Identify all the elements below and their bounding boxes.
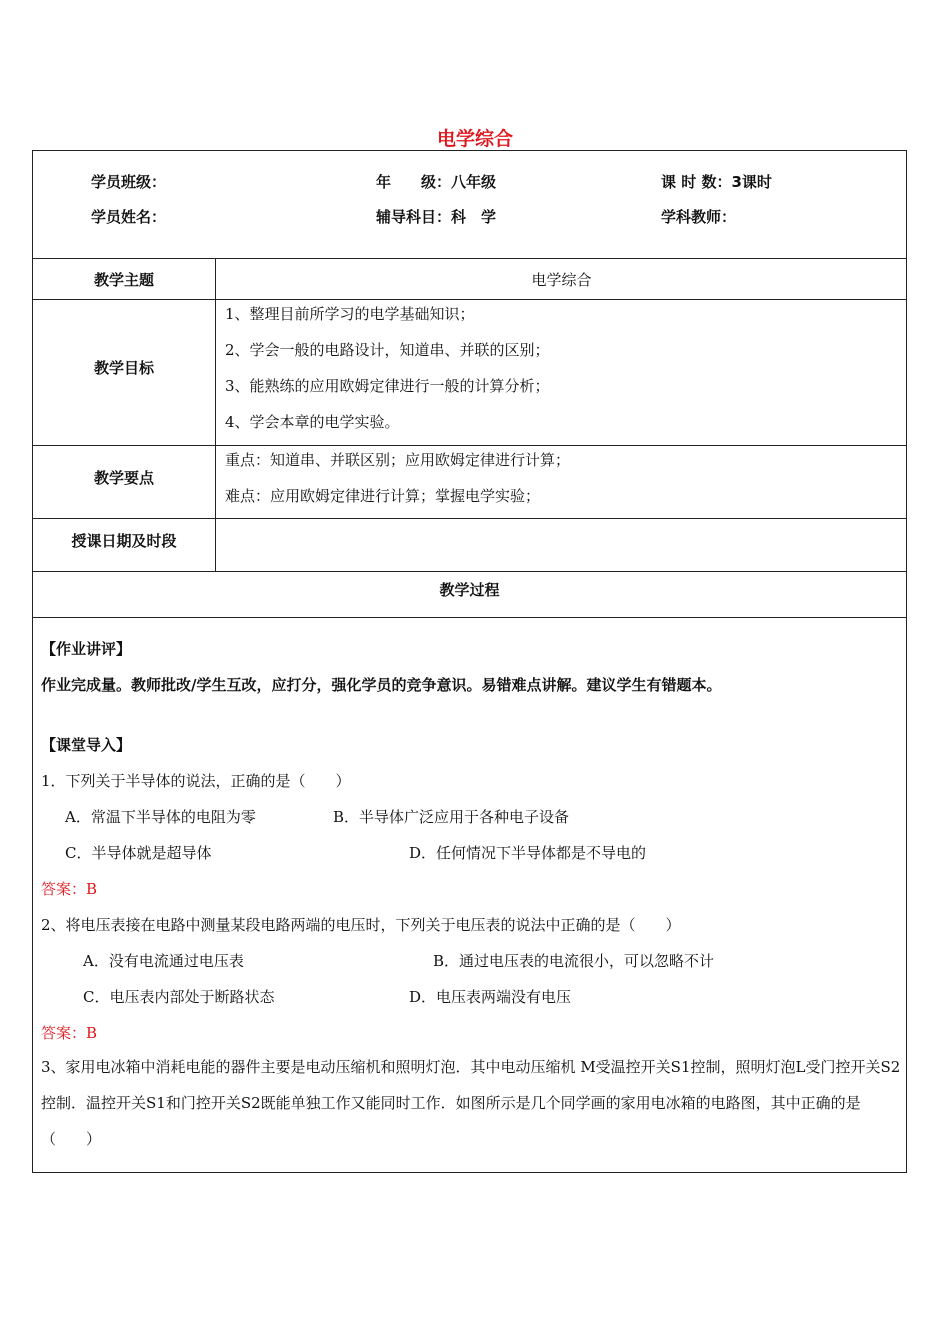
option-a: A．常温下半导体的电阻为零 <box>65 808 256 826</box>
keypoint-item: 难点：应用欧姆定律进行计算；掌握电学实验； <box>225 487 541 505</box>
divider <box>33 518 906 519</box>
goals-label: 教学目标 <box>93 359 154 377</box>
subject-label: 辅导科目：科 学 <box>376 208 497 226</box>
student-name-label: 学员姓名： <box>91 208 167 226</box>
question-stem: 2、将电压表接在电路中测量某段电路两端的电压时，下列关于电压表的说法中正确的是（ ） <box>41 916 681 934</box>
page-title: 电学综合 <box>436 128 513 150</box>
question-stem: 1．下列关于半导体的说法，正确的是（ ） <box>41 772 351 790</box>
teacher-label: 学科教师： <box>661 208 737 226</box>
keypoints-label: 教学要点 <box>93 469 154 487</box>
process-label: 教学过程 <box>439 581 500 599</box>
homework-text: 作业完成量。教师批改/学生互改，应打分，强化学员的竞争意识。易错难点讲解。建议学生有错题本。 <box>41 676 722 694</box>
divider <box>33 299 906 300</box>
option-a: A．没有电流通过电压表 <box>83 952 244 970</box>
option-d: D．任何情况下半导体都是不导电的 <box>409 844 647 862</box>
theme-value: 电学综合 <box>531 271 592 289</box>
goal-item: 4、学会本章的电学实验。 <box>225 413 400 431</box>
divider <box>33 445 906 446</box>
homework-heading: 【作业讲评】 <box>41 640 132 658</box>
class-label: 学员班级： <box>91 173 167 191</box>
goal-item: 2、学会一般的电路设计，知道串、并联的区别； <box>225 341 550 359</box>
column-divider <box>215 258 216 571</box>
divider <box>33 571 906 572</box>
question-stem: 3、家用电冰箱中消耗电能的器件主要是电动压缩机和照明灯泡．其中电动压缩机 M受温控开关S1控制，照明灯泡L受门控开关S2控制．温控开关S1和门控开关S2既能单独工作又能同时工作．如图所示是几个同学画的家用电冰箱的电路图，其中正确的是（ ） <box>41 1058 901 1148</box>
answer: 答案：B <box>41 880 98 898</box>
hours-label: 课 时 数：3课时 <box>661 173 772 191</box>
option-b: B．通过电压表的电流很小，可以忽略不计 <box>433 952 715 970</box>
theme-label: 教学主题 <box>93 271 154 289</box>
goal-item: 3、能熟练的应用欧姆定律进行一般的计算分析； <box>225 377 550 395</box>
option-d: D．电压表两端没有电压 <box>409 988 572 1006</box>
date-label: 授课日期及时段 <box>71 532 177 550</box>
divider <box>33 258 906 259</box>
option-b: B．半导体广泛应用于各种电子设备 <box>333 808 570 826</box>
goal-item: 1、整理目前所学习的电学基础知识； <box>225 305 475 323</box>
divider <box>33 617 906 618</box>
lesson-plan-table <box>32 150 907 1173</box>
intro-heading: 【课堂导入】 <box>41 736 132 754</box>
keypoint-item: 重点：知道串、并联区别；应用欧姆定律进行计算； <box>225 451 571 469</box>
option-c: C．电压表内部处于断路状态 <box>83 988 275 1006</box>
grade-label: 年 级：八年级 <box>376 173 497 191</box>
option-c: C．半导体就是超导体 <box>65 844 212 862</box>
answer: 答案：B <box>41 1024 98 1042</box>
